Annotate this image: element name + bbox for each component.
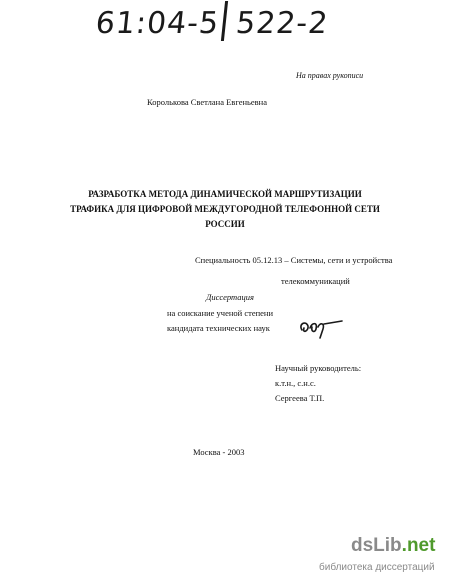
specialty-line-1: Специальность 05.12.13 – Системы, сети и устройства — [195, 255, 393, 265]
advisor-name: Сергеева Т.П. — [275, 393, 325, 403]
rights-notice: На правах рукописи — [296, 71, 364, 80]
dissertation-title — [60, 187, 390, 232]
author-name: Королькова Светлана Евгеньевна — [147, 97, 268, 107]
title-line-3: РОССИИ — [205, 219, 245, 229]
title-line-1: РАЗРАБОТКА МЕТОДА ДИНАМИЧЕСКОЙ МАРШРУТИЗАЦИИ — [88, 189, 362, 199]
city-year: Москва - 2003 — [193, 447, 245, 457]
archive-code-handwritten — [94, 1, 331, 41]
archive-code-left: 61:04-5 — [93, 6, 221, 41]
watermark-logo-main: dsLib — [351, 535, 402, 556]
watermark-subtitle: библиотека диссертаций — [319, 562, 435, 573]
degree-line-2: кандидата технических наук — [167, 323, 270, 333]
title-line-2: ТРАФИКА ДЛЯ ЦИФРОВОЙ МЕЖДУГОРОДНОЙ ТЕЛЕФОННОЙ СЕТИ — [70, 204, 380, 214]
watermark-logo-accent: .net — [401, 535, 436, 556]
advisor-label: Научный руководитель: — [275, 363, 362, 373]
advisor-title: к.т.н., с.н.с. — [275, 378, 316, 388]
archive-code-right: 522-2 — [234, 6, 331, 41]
specialty-line-2: телекоммуникаций — [281, 276, 350, 286]
handwritten-signature — [296, 312, 346, 340]
degree-line-1: на соискание ученой степени — [167, 308, 274, 318]
watermark-logo — [351, 535, 435, 557]
dissertation-label: Диссертация — [206, 292, 254, 302]
archive-code-divider — [221, 1, 228, 41]
